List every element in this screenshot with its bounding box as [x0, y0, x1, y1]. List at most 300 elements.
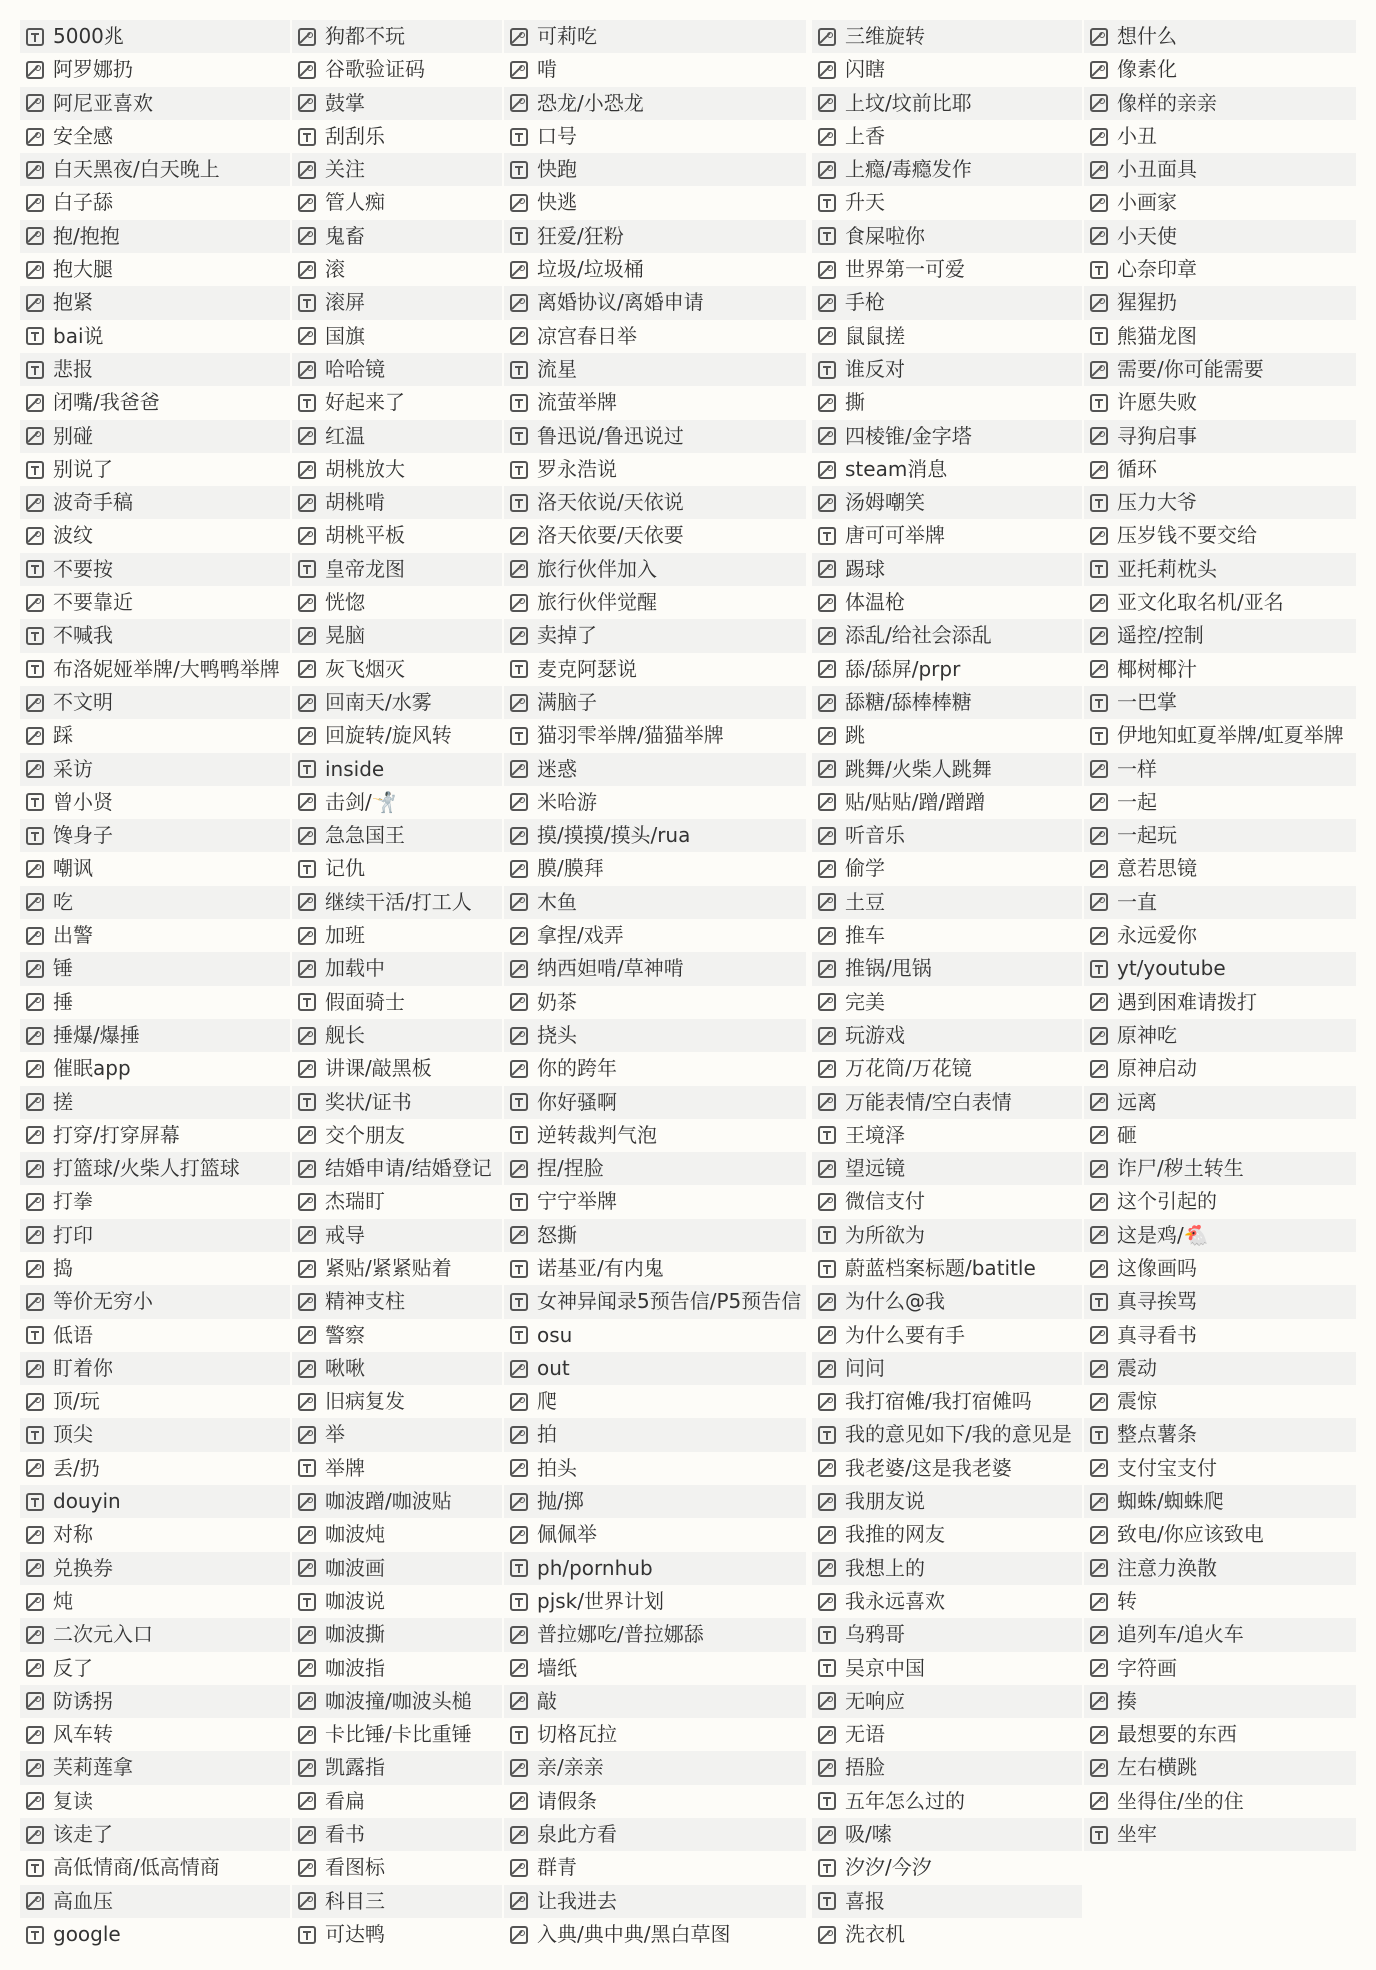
list-item[interactable]	[812, 286, 1082, 319]
list-item[interactable]	[1084, 386, 1356, 419]
list-item[interactable]	[292, 786, 502, 819]
list-item[interactable]	[812, 1252, 1082, 1285]
list-item[interactable]	[504, 952, 806, 985]
list-item[interactable]	[504, 986, 806, 1019]
list-item[interactable]	[292, 1385, 502, 1418]
list-item[interactable]	[292, 153, 502, 186]
list-item[interactable]	[812, 619, 1082, 652]
list-item[interactable]	[812, 20, 1082, 53]
list-item[interactable]	[504, 886, 806, 919]
list-item[interactable]	[292, 53, 502, 86]
list-item[interactable]	[504, 1019, 806, 1052]
list-item[interactable]	[20, 1052, 290, 1085]
list-item[interactable]	[812, 320, 1082, 353]
list-item[interactable]	[20, 686, 290, 719]
image-icon	[1090, 1692, 1108, 1710]
list-item[interactable]	[1084, 1518, 1356, 1551]
list-item[interactable]	[20, 1219, 290, 1252]
list-item[interactable]	[812, 1785, 1082, 1818]
list-item[interactable]	[1084, 1385, 1356, 1418]
list-item[interactable]	[1084, 1818, 1356, 1851]
list-item[interactable]	[1084, 1086, 1356, 1119]
list-item[interactable]	[1084, 819, 1356, 852]
list-item[interactable]	[20, 120, 290, 153]
list-item[interactable]	[292, 1618, 502, 1651]
list-item[interactable]	[20, 719, 290, 752]
list-item[interactable]	[292, 486, 502, 519]
list-item[interactable]	[504, 1252, 806, 1285]
list-item[interactable]	[20, 1818, 290, 1851]
list-item[interactable]	[1084, 1652, 1356, 1685]
list-item[interactable]	[504, 1285, 806, 1318]
list-item[interactable]	[504, 1718, 806, 1751]
list-item[interactable]	[1084, 1285, 1356, 1318]
list-item[interactable]	[1084, 420, 1356, 453]
list-item[interactable]	[20, 320, 290, 353]
text-icon	[298, 760, 316, 778]
list-item[interactable]	[812, 1718, 1082, 1751]
list-item[interactable]	[812, 553, 1082, 586]
list-item[interactable]	[20, 1685, 290, 1718]
list-item[interactable]	[20, 1319, 290, 1352]
list-item[interactable]	[20, 1352, 290, 1385]
list-item[interactable]	[812, 186, 1082, 219]
list-item[interactable]	[812, 1518, 1082, 1551]
list-item[interactable]	[20, 1418, 290, 1451]
list-item[interactable]	[812, 453, 1082, 486]
list-item[interactable]	[1084, 1618, 1356, 1651]
list-item[interactable]	[812, 586, 1082, 619]
list-item[interactable]	[504, 453, 806, 486]
image-icon	[818, 1926, 836, 1944]
list-item[interactable]	[1084, 619, 1356, 652]
list-item[interactable]	[1084, 1585, 1356, 1618]
list-item[interactable]	[812, 1285, 1082, 1318]
list-item[interactable]	[20, 1751, 290, 1784]
list-item[interactable]	[504, 253, 806, 286]
list-item[interactable]	[20, 1452, 290, 1485]
list-item[interactable]	[504, 420, 806, 453]
list-item[interactable]	[292, 919, 502, 952]
list-item[interactable]	[20, 852, 290, 885]
list-item[interactable]	[504, 1219, 806, 1252]
list-item[interactable]	[292, 1851, 502, 1884]
list-item[interactable]	[812, 1885, 1082, 1918]
list-item[interactable]	[1084, 1452, 1356, 1485]
list-item[interactable]	[20, 53, 290, 86]
list-item[interactable]	[812, 253, 1082, 286]
list-item[interactable]	[812, 919, 1082, 952]
list-item[interactable]	[20, 553, 290, 586]
list-item[interactable]	[812, 87, 1082, 120]
list-item[interactable]	[1084, 519, 1356, 552]
list-item[interactable]	[292, 286, 502, 319]
list-item[interactable]	[20, 1385, 290, 1418]
list-item[interactable]	[812, 1485, 1082, 1518]
list-item[interactable]	[1084, 353, 1356, 386]
list-item[interactable]	[292, 386, 502, 419]
list-item[interactable]	[292, 586, 502, 619]
list-item[interactable]	[292, 719, 502, 752]
list-item[interactable]	[504, 819, 806, 852]
list-item[interactable]	[812, 1385, 1082, 1418]
list-item[interactable]	[1084, 586, 1356, 619]
list-item[interactable]	[812, 753, 1082, 786]
list-item[interactable]	[20, 1285, 290, 1318]
list-item[interactable]	[504, 53, 806, 86]
list-item[interactable]	[504, 386, 806, 419]
list-item[interactable]	[20, 87, 290, 120]
list-item[interactable]	[812, 852, 1082, 885]
list-item[interactable]	[1084, 686, 1356, 719]
list-item[interactable]	[504, 1851, 806, 1884]
list-item[interactable]	[292, 519, 502, 552]
list-item[interactable]	[292, 653, 502, 686]
list-item[interactable]	[812, 1918, 1082, 1951]
list-item[interactable]	[1084, 786, 1356, 819]
list-item[interactable]	[292, 886, 502, 919]
list-item[interactable]	[812, 486, 1082, 519]
list-item[interactable]	[812, 420, 1082, 453]
list-item[interactable]	[1084, 1685, 1356, 1718]
list-item[interactable]	[292, 1052, 502, 1085]
list-item[interactable]	[812, 153, 1082, 186]
list-item[interactable]	[504, 619, 806, 652]
list-item[interactable]	[504, 220, 806, 253]
list-item[interactable]	[504, 1918, 806, 1951]
list-item[interactable]	[1084, 253, 1356, 286]
list-item[interactable]	[20, 1152, 290, 1185]
list-item[interactable]	[292, 1418, 502, 1451]
list-item[interactable]	[1084, 653, 1356, 686]
list-item[interactable]	[292, 353, 502, 386]
list-item[interactable]	[1084, 1785, 1356, 1818]
list-item[interactable]	[292, 253, 502, 286]
list-item[interactable]	[20, 1485, 290, 1518]
list-item[interactable]	[20, 653, 290, 686]
list-item[interactable]	[504, 686, 806, 719]
list-item[interactable]	[292, 1918, 502, 1951]
list-item[interactable]	[292, 1785, 502, 1818]
list-item[interactable]	[292, 952, 502, 985]
list-item[interactable]	[292, 553, 502, 586]
list-item[interactable]	[20, 1885, 290, 1918]
list-item[interactable]	[1084, 1485, 1356, 1518]
list-item[interactable]	[292, 1285, 502, 1318]
list-item[interactable]	[1084, 1019, 1356, 1052]
list-item[interactable]	[292, 1319, 502, 1352]
list-item[interactable]	[504, 1452, 806, 1485]
list-item[interactable]	[20, 1518, 290, 1551]
list-item[interactable]	[20, 619, 290, 652]
list-item[interactable]	[292, 120, 502, 153]
list-item[interactable]	[812, 120, 1082, 153]
list-item[interactable]	[812, 1086, 1082, 1119]
list-item[interactable]	[20, 1718, 290, 1751]
list-item[interactable]	[292, 819, 502, 852]
list-item[interactable]	[812, 1019, 1082, 1052]
list-item[interactable]	[20, 1585, 290, 1618]
list-item[interactable]	[292, 1718, 502, 1751]
list-item[interactable]	[1084, 1185, 1356, 1218]
list-item[interactable]	[504, 653, 806, 686]
list-item[interactable]	[20, 1019, 290, 1052]
list-item[interactable]	[812, 686, 1082, 719]
list-item[interactable]	[1084, 1252, 1356, 1285]
list-item[interactable]	[20, 220, 290, 253]
list-item[interactable]	[292, 986, 502, 1019]
list-item[interactable]	[1084, 1352, 1356, 1385]
list-item[interactable]	[504, 1552, 806, 1585]
list-item[interactable]	[1084, 852, 1356, 885]
list-item[interactable]	[1084, 952, 1356, 985]
list-item[interactable]	[812, 1119, 1082, 1152]
list-item[interactable]	[504, 1086, 806, 1119]
list-item[interactable]	[812, 220, 1082, 253]
list-item[interactable]	[812, 1618, 1082, 1651]
list-item[interactable]	[1084, 1119, 1356, 1152]
list-item[interactable]	[292, 1452, 502, 1485]
list-item[interactable]	[1084, 753, 1356, 786]
list-item[interactable]	[812, 653, 1082, 686]
list-item[interactable]	[504, 1785, 806, 1818]
list-item[interactable]	[1084, 120, 1356, 153]
list-item[interactable]	[504, 1685, 806, 1718]
list-item[interactable]	[20, 1086, 290, 1119]
list-item[interactable]	[812, 1219, 1082, 1252]
list-item[interactable]	[292, 1685, 502, 1718]
list-item[interactable]	[1084, 719, 1356, 752]
list-item[interactable]	[1084, 919, 1356, 952]
list-item[interactable]	[20, 586, 290, 619]
list-item[interactable]	[504, 519, 806, 552]
list-item[interactable]	[292, 619, 502, 652]
list-item[interactable]	[1084, 553, 1356, 586]
list-item[interactable]	[292, 1252, 502, 1285]
text-icon	[26, 627, 44, 645]
list-item[interactable]	[504, 1818, 806, 1851]
list-item[interactable]	[20, 786, 290, 819]
list-item[interactable]	[1084, 1718, 1356, 1751]
list-item[interactable]	[1084, 1418, 1356, 1451]
list-item[interactable]	[504, 1585, 806, 1618]
list-item[interactable]	[20, 253, 290, 286]
list-item-label: 可达鸭	[325, 1921, 385, 1946]
list-item[interactable]	[20, 20, 290, 53]
list-item[interactable]	[812, 1818, 1082, 1851]
list-item[interactable]	[504, 1652, 806, 1685]
list-item[interactable]	[812, 1652, 1082, 1685]
list-item[interactable]	[20, 986, 290, 1019]
list-item[interactable]	[20, 453, 290, 486]
list-item[interactable]	[504, 786, 806, 819]
list-item[interactable]	[292, 1585, 502, 1618]
list-item[interactable]	[1084, 1219, 1356, 1252]
list-item[interactable]	[20, 952, 290, 985]
list-item[interactable]	[292, 1552, 502, 1585]
text-icon	[510, 461, 528, 479]
list-item[interactable]	[504, 153, 806, 186]
list-item[interactable]	[20, 153, 290, 186]
list-item[interactable]	[20, 286, 290, 319]
list-item[interactable]	[1084, 186, 1356, 219]
list-item[interactable]	[504, 1518, 806, 1551]
list-item[interactable]	[812, 952, 1082, 985]
list-item[interactable]	[812, 1751, 1082, 1784]
list-item[interactable]	[20, 1918, 290, 1951]
list-item[interactable]	[812, 1352, 1082, 1385]
list-item[interactable]	[504, 1052, 806, 1085]
list-item[interactable]	[292, 1185, 502, 1218]
list-item[interactable]	[1084, 1552, 1356, 1585]
list-item[interactable]	[504, 852, 806, 885]
list-item[interactable]	[504, 1385, 806, 1418]
list-item[interactable]	[812, 1418, 1082, 1451]
list-item[interactable]	[20, 1618, 290, 1651]
list-item[interactable]	[812, 519, 1082, 552]
list-item[interactable]	[812, 353, 1082, 386]
list-item[interactable]	[1084, 1319, 1356, 1352]
list-item[interactable]	[504, 1418, 806, 1451]
list-item[interactable]	[504, 1485, 806, 1518]
list-item[interactable]	[812, 1552, 1082, 1585]
list-item[interactable]	[1084, 1152, 1356, 1185]
list-item[interactable]	[1084, 320, 1356, 353]
list-item[interactable]	[812, 786, 1082, 819]
list-item[interactable]	[504, 1352, 806, 1385]
list-item[interactable]	[1084, 1751, 1356, 1784]
list-item[interactable]	[292, 852, 502, 885]
list-item[interactable]	[1084, 20, 1356, 53]
list-item[interactable]	[812, 1052, 1082, 1085]
list-item[interactable]	[812, 1851, 1082, 1884]
list-item[interactable]	[1084, 453, 1356, 486]
list-item[interactable]	[504, 1885, 806, 1918]
list-item[interactable]	[292, 1818, 502, 1851]
list-item[interactable]	[1084, 220, 1356, 253]
image-icon	[26, 727, 44, 745]
list-item-label: 汐汐/今汐	[845, 1855, 932, 1880]
list-item[interactable]	[292, 87, 502, 120]
list-item[interactable]	[1084, 153, 1356, 186]
list-item[interactable]	[20, 886, 290, 919]
list-item[interactable]	[20, 1252, 290, 1285]
list-item[interactable]	[292, 1751, 502, 1784]
list-item[interactable]	[504, 120, 806, 153]
list-item[interactable]	[812, 819, 1082, 852]
list-item[interactable]	[812, 1319, 1082, 1352]
list-item[interactable]	[292, 420, 502, 453]
list-item[interactable]	[504, 553, 806, 586]
list-item[interactable]	[20, 1652, 290, 1685]
list-item[interactable]	[292, 320, 502, 353]
list-item[interactable]	[20, 519, 290, 552]
list-item[interactable]	[504, 1319, 806, 1352]
list-item[interactable]	[292, 1219, 502, 1252]
list-item-label: 追列车/追火车	[1117, 1622, 1244, 1647]
list-item[interactable]	[504, 719, 806, 752]
list-item[interactable]	[812, 1452, 1082, 1485]
list-item[interactable]	[1084, 87, 1356, 120]
list-item[interactable]	[504, 919, 806, 952]
list-item[interactable]	[292, 186, 502, 219]
list-item[interactable]	[20, 1851, 290, 1884]
list-item[interactable]	[504, 1119, 806, 1152]
list-item[interactable]	[20, 1785, 290, 1818]
list-item[interactable]	[292, 753, 502, 786]
list-item[interactable]	[504, 320, 806, 353]
list-item[interactable]	[20, 353, 290, 386]
list-item[interactable]	[504, 486, 806, 519]
list-item[interactable]	[812, 53, 1082, 86]
list-item[interactable]	[292, 220, 502, 253]
list-item[interactable]	[292, 1152, 502, 1185]
list-item[interactable]	[1084, 53, 1356, 86]
list-item[interactable]	[1084, 486, 1356, 519]
list-item[interactable]	[504, 87, 806, 120]
list-item[interactable]	[504, 1185, 806, 1218]
list-item[interactable]	[812, 1152, 1082, 1185]
list-item[interactable]	[292, 686, 502, 719]
list-item[interactable]	[20, 1185, 290, 1218]
list-item[interactable]	[1084, 986, 1356, 1019]
list-item[interactable]	[1084, 286, 1356, 319]
list-item[interactable]	[20, 386, 290, 419]
list-item[interactable]	[504, 753, 806, 786]
list-item[interactable]	[812, 886, 1082, 919]
list-item[interactable]	[292, 1518, 502, 1551]
list-item[interactable]	[292, 1652, 502, 1685]
list-item[interactable]	[20, 819, 290, 852]
list-item[interactable]	[504, 586, 806, 619]
list-item[interactable]	[20, 1552, 290, 1585]
list-item[interactable]	[504, 1152, 806, 1185]
list-item[interactable]	[1084, 886, 1356, 919]
image-icon	[1090, 1360, 1108, 1378]
list-item[interactable]	[504, 353, 806, 386]
list-item[interactable]	[20, 919, 290, 952]
list-item-label: 万花筒/万花镜	[845, 1056, 972, 1081]
list-item[interactable]	[504, 20, 806, 53]
list-item[interactable]	[292, 20, 502, 53]
list-item[interactable]	[812, 986, 1082, 1019]
list-item[interactable]	[20, 186, 290, 219]
list-item[interactable]	[812, 1585, 1082, 1618]
list-item[interactable]	[1084, 1052, 1356, 1085]
list-item[interactable]	[504, 186, 806, 219]
list-item[interactable]	[20, 1119, 290, 1152]
list-item-label: 我推的网友	[845, 1522, 945, 1547]
list-item[interactable]	[20, 420, 290, 453]
list-item[interactable]	[812, 719, 1082, 752]
list-item[interactable]	[812, 386, 1082, 419]
list-item[interactable]	[20, 486, 290, 519]
list-item[interactable]	[292, 1119, 502, 1152]
list-item[interactable]	[20, 753, 290, 786]
list-item[interactable]	[292, 453, 502, 486]
image-icon	[298, 261, 316, 279]
list-item[interactable]	[292, 1019, 502, 1052]
list-item[interactable]	[292, 1352, 502, 1385]
list-item[interactable]	[292, 1086, 502, 1119]
list-item[interactable]	[504, 1618, 806, 1651]
list-item[interactable]	[292, 1885, 502, 1918]
list-item[interactable]	[292, 1485, 502, 1518]
list-item[interactable]	[504, 1751, 806, 1784]
list-item[interactable]	[812, 1185, 1082, 1218]
list-item[interactable]	[504, 286, 806, 319]
list-item[interactable]	[812, 1685, 1082, 1718]
